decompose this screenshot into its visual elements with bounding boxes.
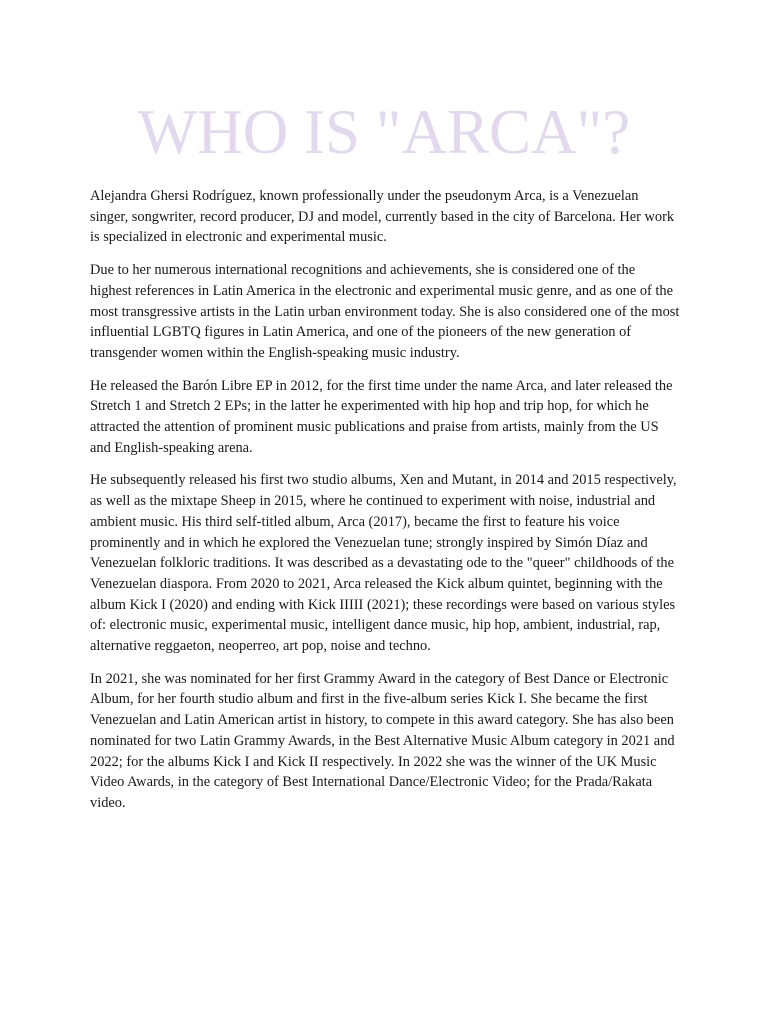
paragraph-studio-albums: He subsequently released his first two studio albums, Xen and Mutant, in 2014 and 2015 respectively, as well as the mixtape Sheep in 2015, where he continued to experiment with noise, industrial and ambient music. His third self-titled album, Arca (2017), became the first to feature his voice prominently and in which he explored the Venezuelan tune; strongly inspired by Simón Díaz and Venezuelan folkloric traditions. It was described as a devastating ode to the "queer" childhoods of the Venezuelan diaspora. From 2020 to 2021, Arca released the Kick album quintet, beginning with the album Kick I (2020) and ending with Kick IIIII (2021); these recordings were based on various styles of: electronic music, experimental music, intelligent dance music, hip hop, ambient, industrial, rap, alternative reggaeton, neoperreo, art pop, noise and techno.: [90, 472, 677, 655]
paragraph-early-releases: He released the Barón Libre EP in 2012, for the first time under the name Arca, and later released the Stretch 1 and Stretch 2 EPs; in the latter he experimented with hip hop and trip hop, for which he attracted the attention of prominent music publications and praise from artists, mainly from the US and English-speaking arena.: [90, 377, 673, 456]
paragraph-recognition: Due to her numerous international recognitions and achievements, she is considered one of the highest references in Latin America in the electronic and experimental music genre, and as one of the most transgressive artists in the Latin urban environment today. She is also considered one of the most influential LGBTQ figures in Latin America, and one of the pioneers of the new generation of transgender women within the English-speaking music industry.: [90, 262, 680, 361]
document-body: [90, 186, 680, 826]
page-title: WHO IS "ARCA"?: [137, 97, 631, 167]
paragraph-intro: Alejandra Ghersi Rodríguez, known professionally under the pseudonym Arca, is a Venezuelan singer, songwriter, record producer, DJ and model, currently based in the city of Barcelona. Her work is specialized in electronic and experimental music.: [90, 188, 675, 246]
paragraph-awards: In 2021, she was nominated for her first Grammy Award in the category of Best Dance or Electronic Album, for her fourth studio album and first in the five-album series Kick I. She became the first Venezuelan and Latin American artist in history, to compete in this award category. She has also been nominated for two Latin Grammy Awards, in the Best Alternative Music Album category in 2021 and 2022; for the albums Kick I and Kick II respectively. In 2022 she was the winner of the UK Music Video Awards, in the category of Best International Dance/Electronic Video; for the Prada/Rakata video.: [90, 670, 675, 811]
